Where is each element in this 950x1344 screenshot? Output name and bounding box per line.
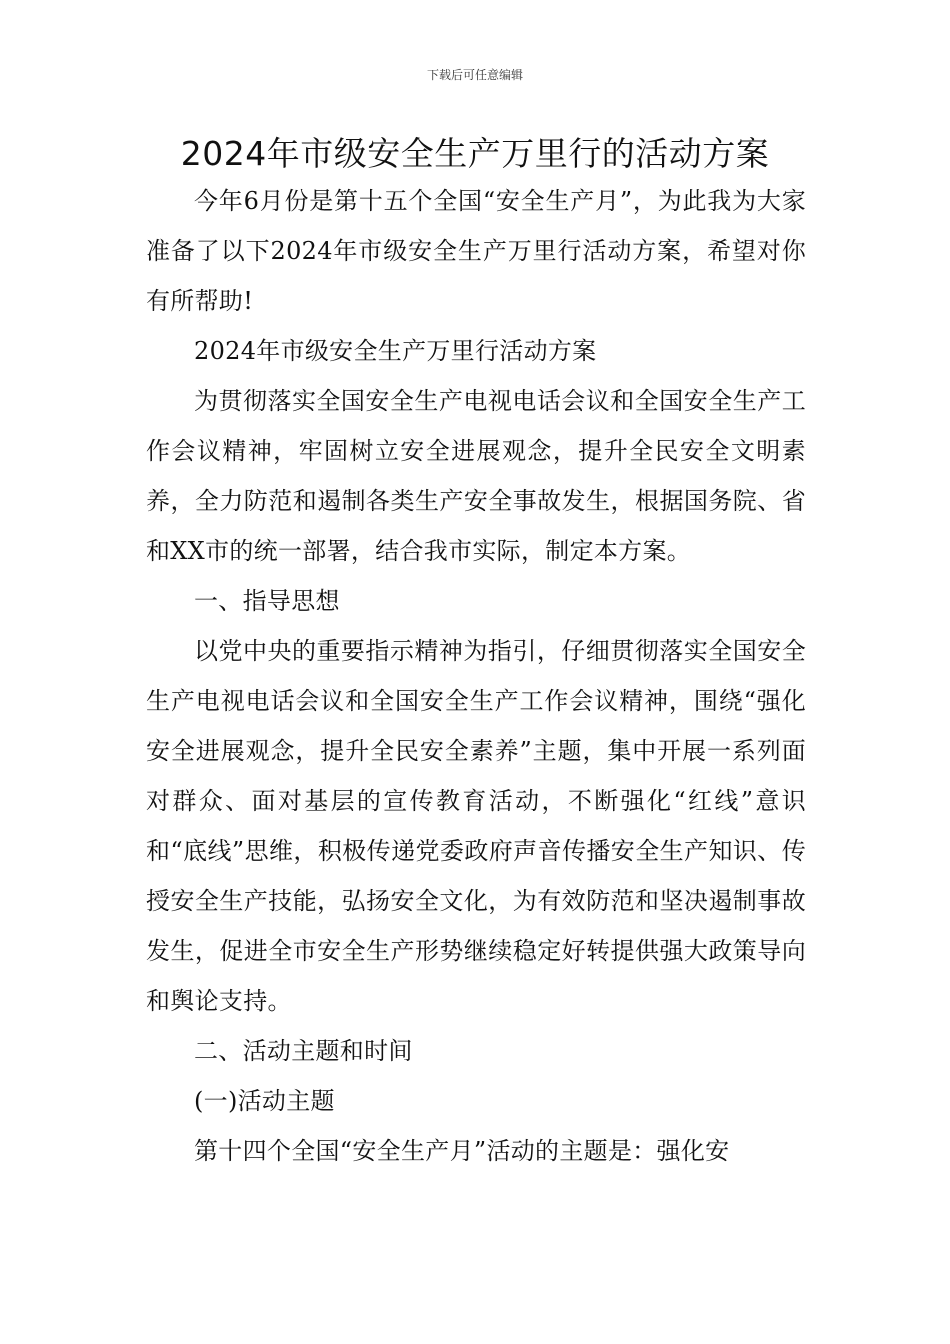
paragraph-theme: 第十四个全国“安全生产月”活动的主题是：强化安: [194, 1137, 730, 1165]
subsection-heading-theme: (一)活动主题: [194, 1087, 335, 1115]
paragraph-intro: 今年6月份是第十五个全国“安全生产月”，为此我为大家准备了以下2024年市级安全生产万里行活动方案，希望对你有所帮助!: [146, 187, 806, 315]
paragraph-purpose: 为贯彻落实全国安全生产电视电话会议和全国安全生产工作会议精神，牢固树立安全进展观念，提升全民安全文明素养，全力防范和遏制各类生产安全事故发生，根据国务院、省和XX市的统一部署，结合我市实际，制定本方案。: [146, 387, 806, 565]
document-body: [146, 176, 806, 1176]
section-heading-theme-and-time: 二、活动主题和时间: [194, 1037, 413, 1065]
document-title: 2024年市级安全生产万里行的活动方案: [180, 134, 770, 173]
paragraph-guiding-ideology: 以党中央的重要指示精神为指引，仔细贯彻落实全国安全生产电视电话会议和全国安全生产工作会议精神，围绕“强化安全进展观念，提升全民安全素养”主题，集中开展一系列面对群众、面对基层的宣传教育活动，不断强化“红线”意识和“底线”思维，积极传递党委政府声音传播安全生产知识、传授安全生产技能，弘扬安全文化，为有效防范和坚决遏制事故发生，促进全市安全生产形势继续稳定好转提供强大政策导向和舆论支持。: [146, 637, 806, 1015]
section-heading-guiding-ideology: 一、指导思想: [194, 587, 340, 615]
paragraph-subtitle: 2024年市级安全生产万里行活动方案: [194, 337, 597, 365]
header-note: 下载后可任意编辑: [426, 68, 523, 82]
